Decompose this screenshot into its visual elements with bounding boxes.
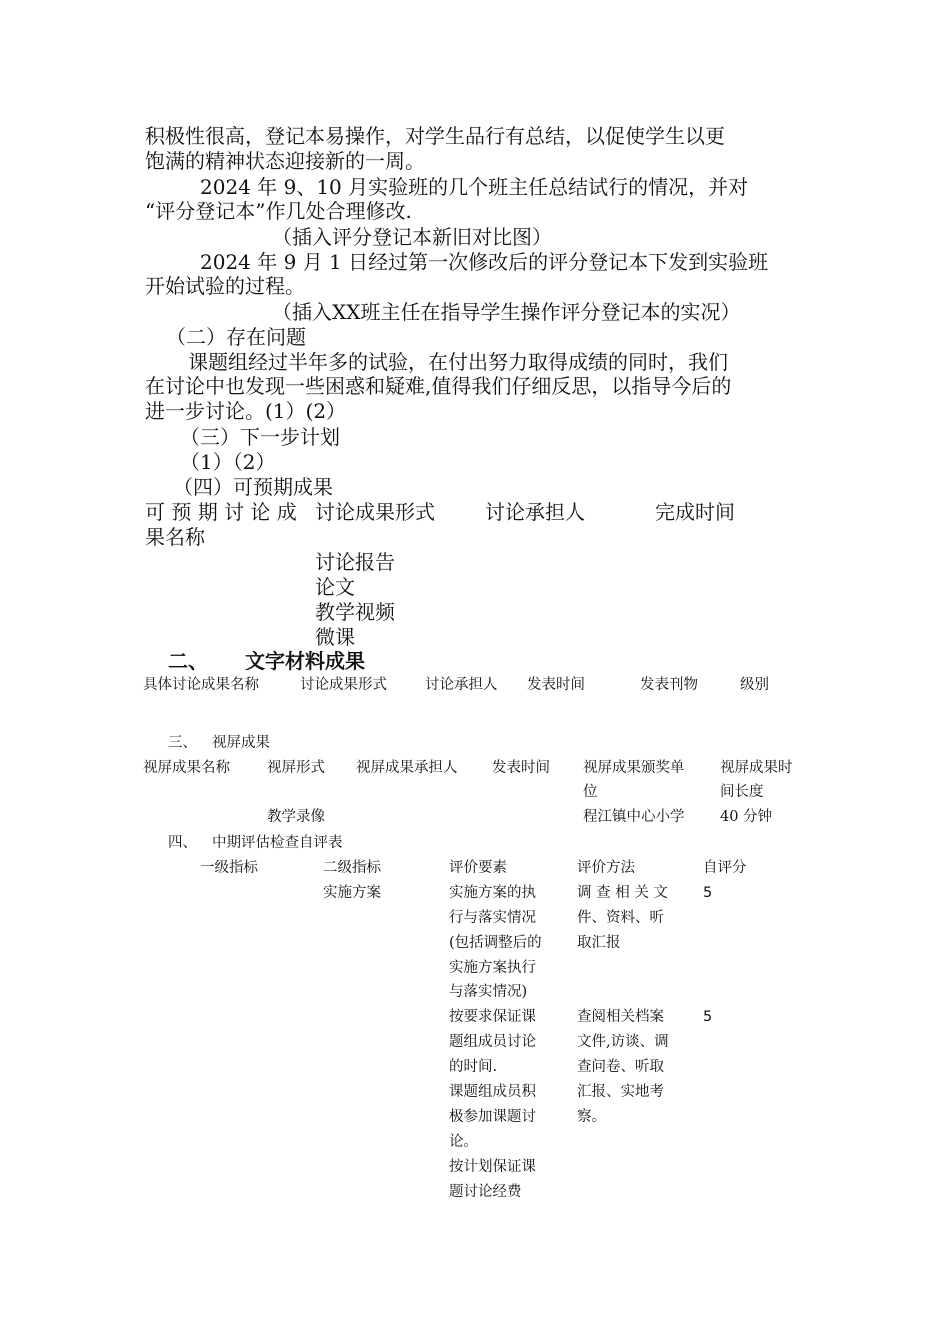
sec3-header-length-line-2: 间长度 (720, 784, 764, 800)
expected-form-item: 教学视频 (315, 600, 395, 624)
heading-problems: （二）存在问题 (166, 325, 306, 349)
sec2-header: 讨论成果形式 (300, 677, 387, 693)
paragraph-1-line-2: 饱满的精神状态迎接新的一周。 (145, 149, 425, 173)
sec2-header: 发表时间 (527, 677, 585, 693)
sec4-header: 一级指标 (200, 860, 258, 876)
sec4-header: 自评分 (703, 860, 747, 876)
heading-next-plan: （三）下一步计划 (180, 425, 340, 449)
plan-items: （1）（2） (180, 450, 276, 474)
sec4-factor-1-line: 实施方案的执 (449, 885, 536, 901)
paragraph-1-line-1: 积极性很高，登记本易操作，对学生品行有总结，以促使学生以更 (145, 124, 725, 148)
sec2-header: 具体讨论成果名称 (143, 677, 259, 693)
image-placeholder-note-2: （插入XX班主任在指导学生操作评分登记本的实况） (272, 300, 741, 324)
expected-form-item: 微课 (315, 625, 355, 649)
sec4-method-2-line: 文件,访谈、调 (577, 1034, 669, 1050)
expected-col-form: 讨论成果形式 (315, 500, 435, 524)
sec4-factor-2-line: 极参加课题讨 (449, 1109, 536, 1125)
sec4-factor-2-line: 题讨论经费 (449, 1184, 522, 1200)
sec4-method-2-line: 查阅相关档案 (577, 1009, 664, 1025)
sec3-header-length-line-1: 视屏成果时 (720, 760, 793, 776)
expected-form-item: 讨论报告 (315, 550, 395, 574)
sec4-factor-1-line: 实施方案执行 (449, 960, 536, 976)
sec3-header: 视屏成果承担人 (356, 760, 458, 776)
section-4-title: 中期评估检查自评表 (212, 835, 343, 851)
sec3-header-award-line-2: 位 (583, 784, 598, 800)
sec4-method-1-line: 调 查 相 关 文 (577, 885, 668, 901)
sec3-header: 视屏成果名称 (143, 760, 230, 776)
sec4-score-1: 5 (703, 885, 713, 901)
sec3-header: 发表时间 (492, 760, 550, 776)
sec3-row-form: 教学录像 (267, 809, 325, 825)
sec4-score-2: 5 (703, 1009, 713, 1025)
sec4-factor-2-line: 按要求保证课 (449, 1009, 536, 1025)
sec3-header-award-line-1: 视屏成果颁奖单 (583, 760, 685, 776)
sec4-factor-2-line: 按计划保证课 (449, 1159, 536, 1175)
sec4-factor-1-line: 与落实情况) (449, 984, 528, 1000)
heading-expected-results: （四）可预期成果 (173, 475, 333, 499)
sec4-method-1-line: 件、资料、听 (577, 910, 664, 926)
expected-col-name-line-1: 可 预 期 讨 论 成 (145, 500, 297, 524)
paragraph-3-line-1: 2024 年 9 月 1 日经过第一次修改后的评分登记本下发到实验班 (200, 250, 769, 274)
paragraph-2-line-2: “评分登记本”作几处合理修改. (145, 199, 412, 223)
sec3-row-award: 程江镇中心小学 (583, 809, 685, 825)
section-3-number: 三、 (168, 735, 197, 751)
sec4-method-2-line: 查问卷、听取 (577, 1059, 664, 1075)
expected-col-owner: 讨论承担人 (485, 500, 585, 524)
section-4-number: 四、 (168, 835, 197, 851)
expected-col-name-line-2: 果名称 (145, 525, 205, 549)
paragraph-4-line-1: 课题组经过半年多的试验，在付出努力取得成绩的同时，我们 (188, 350, 728, 374)
sec4-method-2-line: 察。 (577, 1109, 606, 1125)
sec4-factor-2-line: 的时间. (449, 1059, 498, 1075)
sec4-factor-2-line: 课题组成员积 (449, 1084, 536, 1100)
paragraph-4-line-2: 在讨论中也发现一些困惑和疑难,值得我们仔细反思，以指导今后的 (145, 374, 732, 398)
sec4-header: 评价要素 (449, 860, 507, 876)
sec4-header: 二级指标 (323, 860, 381, 876)
sec4-factor-1-line: 行与落实情况 (449, 910, 536, 926)
sec4-level2-indicator: 实施方案 (323, 885, 381, 901)
expected-col-time: 完成时间 (655, 500, 735, 524)
sec2-header: 发表刊物 (640, 677, 698, 693)
sec3-header: 视屏形式 (267, 760, 325, 776)
sec3-row-length: 40 分钟 (720, 809, 773, 825)
sec2-header: 讨论承担人 (425, 677, 498, 693)
sec4-header: 评价方法 (577, 860, 635, 876)
paragraph-3-line-2: 开始试验的过程。 (145, 274, 305, 298)
sec2-header: 级别 (740, 677, 769, 693)
section-3-title: 视屏成果 (212, 735, 270, 751)
image-placeholder-note-1: （插入评分登记本新旧对比图） (272, 225, 552, 249)
sec4-factor-1-line: (包括调整后的 (449, 935, 542, 951)
expected-form-item: 论文 (315, 575, 355, 599)
sec4-factor-2-line: 题组成员讨论 (449, 1034, 536, 1050)
sec4-factor-2-line: 论。 (449, 1134, 478, 1150)
sec4-method-1-line: 取汇报 (577, 935, 621, 951)
paragraph-4-line-3: 进一步讨论。(1）(2） (145, 399, 347, 423)
sec4-method-2-line: 汇报、实地考 (577, 1084, 664, 1100)
section-2-title: 文字材料成果 (245, 649, 365, 673)
paragraph-2-line-1: 2024 年 9、10 月实验班的几个班主任总结试行的情况，并对 (200, 175, 749, 199)
section-2-number: 二、 (168, 649, 208, 673)
